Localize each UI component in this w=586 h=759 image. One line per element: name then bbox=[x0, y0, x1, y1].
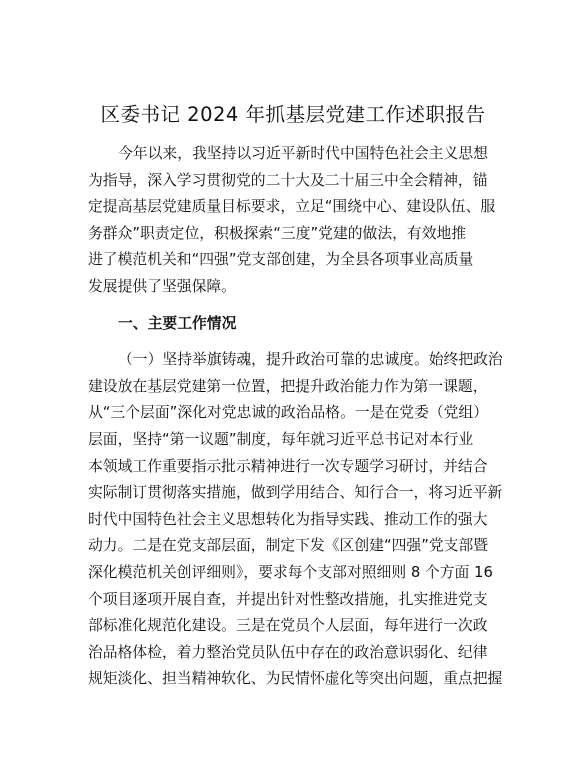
intro-line: 进了模范机关和“四强”党支部创建，为全县各项事业高质量 bbox=[88, 251, 474, 269]
intro-line: 发展提供了坚强保障。 bbox=[88, 277, 236, 295]
section-heading: 一、主要工作情况 bbox=[118, 314, 237, 332]
section-line: 个项目逐项开展自查，并提出针对性整改措施，扎实推进党支 bbox=[88, 590, 488, 608]
section-line: 建设放在基层党建第一位置，把提升政治能力作为第一课题， bbox=[88, 377, 488, 395]
document-title: 区委书记 2024 年抓基层党建工作述职报告 bbox=[100, 103, 486, 126]
section-line: 时代中国特色社会主义思想转化为指导实践、推动工作的强大 bbox=[88, 510, 488, 528]
section-line: 规矩淡化、担当精神软化、为民情怀虚化等突出问题，重点把握 bbox=[88, 670, 503, 688]
section-line: 实际制订贯彻落实措施，做到学用结合、知行合一，将习近平新 bbox=[88, 484, 503, 502]
intro-line: 定提高基层党建质量目标要求，立足“围绕中心、建设队伍、服 bbox=[88, 198, 496, 216]
intro-line: 务群众”职责定位，积极探索“三度”党建的做法，有效地推 bbox=[88, 224, 467, 242]
intro-line: 为指导，深入学习贯彻党的二十大及二十届三中全会精神，锚 bbox=[88, 171, 488, 189]
section-line: 本领域工作重要指示批示精神进行一次专题学习研讨，并结合 bbox=[88, 457, 488, 475]
paragraph-gap bbox=[88, 337, 504, 347]
paragraph-gap bbox=[88, 301, 504, 311]
section-line: 动力。二是在党支部层面，制定下发《区创建“四强”党支部暨 bbox=[88, 537, 489, 555]
intro-line: 今年以来，我坚持以习近平新时代中国特色社会主义思想 bbox=[118, 145, 488, 162]
section-line: 层面，坚持“第一议题”制度，每年就习近平总书记对本行业 bbox=[88, 430, 474, 448]
section-line: 深化模范机关创评细则》，要求每个支部对照细则 8 个方面 16 bbox=[88, 563, 493, 581]
section-line: 部标准化规范化建设。三是在党员个人层面，每年进行一次政 bbox=[88, 617, 488, 635]
section-line: （一）坚持举旗铸魂，提升政治可靠的忠诚度。始终把政治 bbox=[118, 351, 503, 369]
document-body bbox=[88, 141, 504, 693]
section-line: 治品格体检，着力整治党员队伍中存在的政治意识弱化、纪律 bbox=[88, 643, 488, 661]
section-line: 从“三个层面”深化对党忠诚的政治品格。一是在党委（党组） bbox=[88, 404, 489, 422]
